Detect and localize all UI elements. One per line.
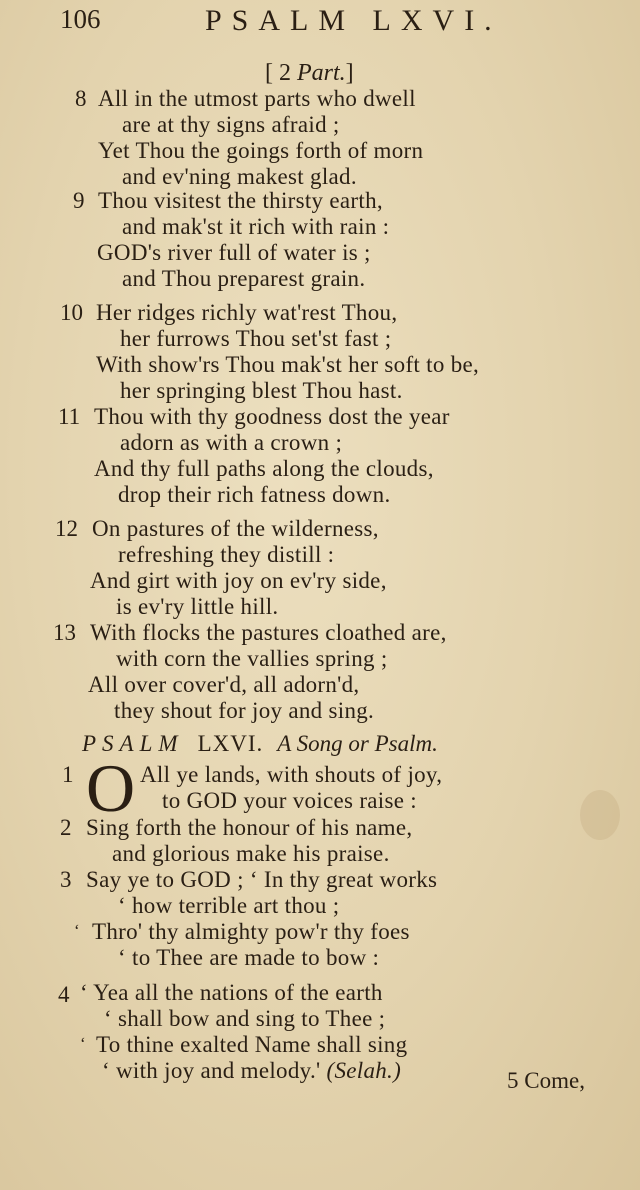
verse-line: and mak'st it rich with rain : [122, 214, 390, 239]
psalm-line: Say ye to GOD ; ‘ In thy great works [86, 867, 438, 892]
psalm-line: ‘ how terrible art thou ; [118, 893, 340, 918]
psalm-line [102, 1058, 401, 1084]
psalm-verse-number-1: 1 [62, 762, 74, 787]
part-heading [265, 60, 354, 87]
psalm-heading [82, 731, 438, 757]
verse-line: With show'rs Thou mak'st her soft to be, [96, 352, 480, 377]
psalm-line: ‘ shall bow and sing to Thee ; [104, 1006, 386, 1031]
running-head: PSALM LXVI. [205, 4, 502, 37]
quote-mark: ‘ [80, 1034, 86, 1053]
verse-line: GOD's river full of water is ; [97, 240, 371, 265]
verse-line: With flocks the pastures cloathed are, [90, 620, 447, 645]
verse-number-13: 13 [53, 620, 76, 645]
verse-line: And thy full paths along the clouds, [94, 456, 434, 481]
selah: (Selah.) [326, 1058, 402, 1083]
verse-line: drop their rich fatness down. [118, 482, 391, 507]
psalm-verse-number-3: 3 [60, 867, 72, 892]
verse-line: On pastures of the wilderness, [92, 516, 379, 541]
psalm-line-text: ‘ with joy and melody.' [102, 1058, 321, 1083]
verse-line: adorn as with a crown ; [120, 430, 343, 455]
part-label: Part. [297, 60, 346, 86]
verse-number-9: 9 [73, 188, 85, 213]
psalm-line: and glorious make his praise. [112, 841, 390, 866]
verse-line: and ev'ning makest glad. [122, 164, 357, 189]
psalm-number: LXVI. [197, 731, 264, 756]
paper-stain [580, 790, 620, 840]
psalm-line: Thro' thy almighty pow'r thy foes [92, 919, 410, 944]
verse-line: with corn the vallies spring ; [116, 646, 388, 671]
verse-number-10: 10 [60, 300, 83, 325]
quote-mark: ‘ [74, 921, 80, 940]
psalm-line: All ye lands, with shouts of joy, [140, 762, 443, 787]
verse-line: Thou with thy goodness dost the year [94, 404, 450, 429]
verse-line: All in the utmost parts who dwell [98, 86, 416, 111]
psalm-line: ‘ Yea all the nations of the earth [80, 980, 383, 1005]
psalm-verse-number-4: 4 [58, 982, 70, 1007]
psalm-description: A Song or Psalm. [277, 731, 438, 756]
verse-line: her springing blest Thou hast. [120, 378, 403, 403]
catchword: 5 Come, [507, 1068, 585, 1093]
verse-number-8: 8 [75, 86, 87, 111]
verse-line: they shout for joy and sing. [114, 698, 375, 723]
verse-line: are at thy signs afraid ; [122, 112, 340, 137]
verse-number-12: 12 [55, 516, 78, 541]
psalm-line: ‘ to Thee are made to bow : [118, 945, 380, 970]
part-open: [ 2 [265, 60, 297, 86]
page-number: 106 [60, 4, 101, 34]
verse-number-11: 11 [58, 404, 81, 429]
verse-line: All over cover'd, all adorn'd, [88, 672, 360, 697]
psalm-word: PSALM [82, 731, 184, 756]
psalm-line: Sing forth the honour of his name, [86, 815, 413, 840]
verse-line: and Thou preparest grain. [122, 266, 366, 291]
drop-cap: O [86, 750, 136, 826]
verse-line: Her ridges richly wat'rest Thou, [96, 300, 398, 325]
verse-line: her furrows Thou set'st fast ; [120, 326, 392, 351]
psalm-verse-number-2: 2 [60, 815, 72, 840]
psalm-line: to GOD your voices raise : [162, 788, 417, 813]
part-close: ] [345, 60, 354, 86]
verse-line: Yet Thou the goings forth of morn [98, 138, 424, 163]
psalm-line: To thine exalted Name shall sing [96, 1032, 408, 1057]
verse-line: Thou visitest the thirsty earth, [98, 188, 383, 213]
verse-line: refreshing they distill : [118, 542, 335, 567]
verse-line: And girt with joy on ev'ry side, [90, 568, 387, 593]
verse-line: is ev'ry little hill. [116, 594, 279, 619]
